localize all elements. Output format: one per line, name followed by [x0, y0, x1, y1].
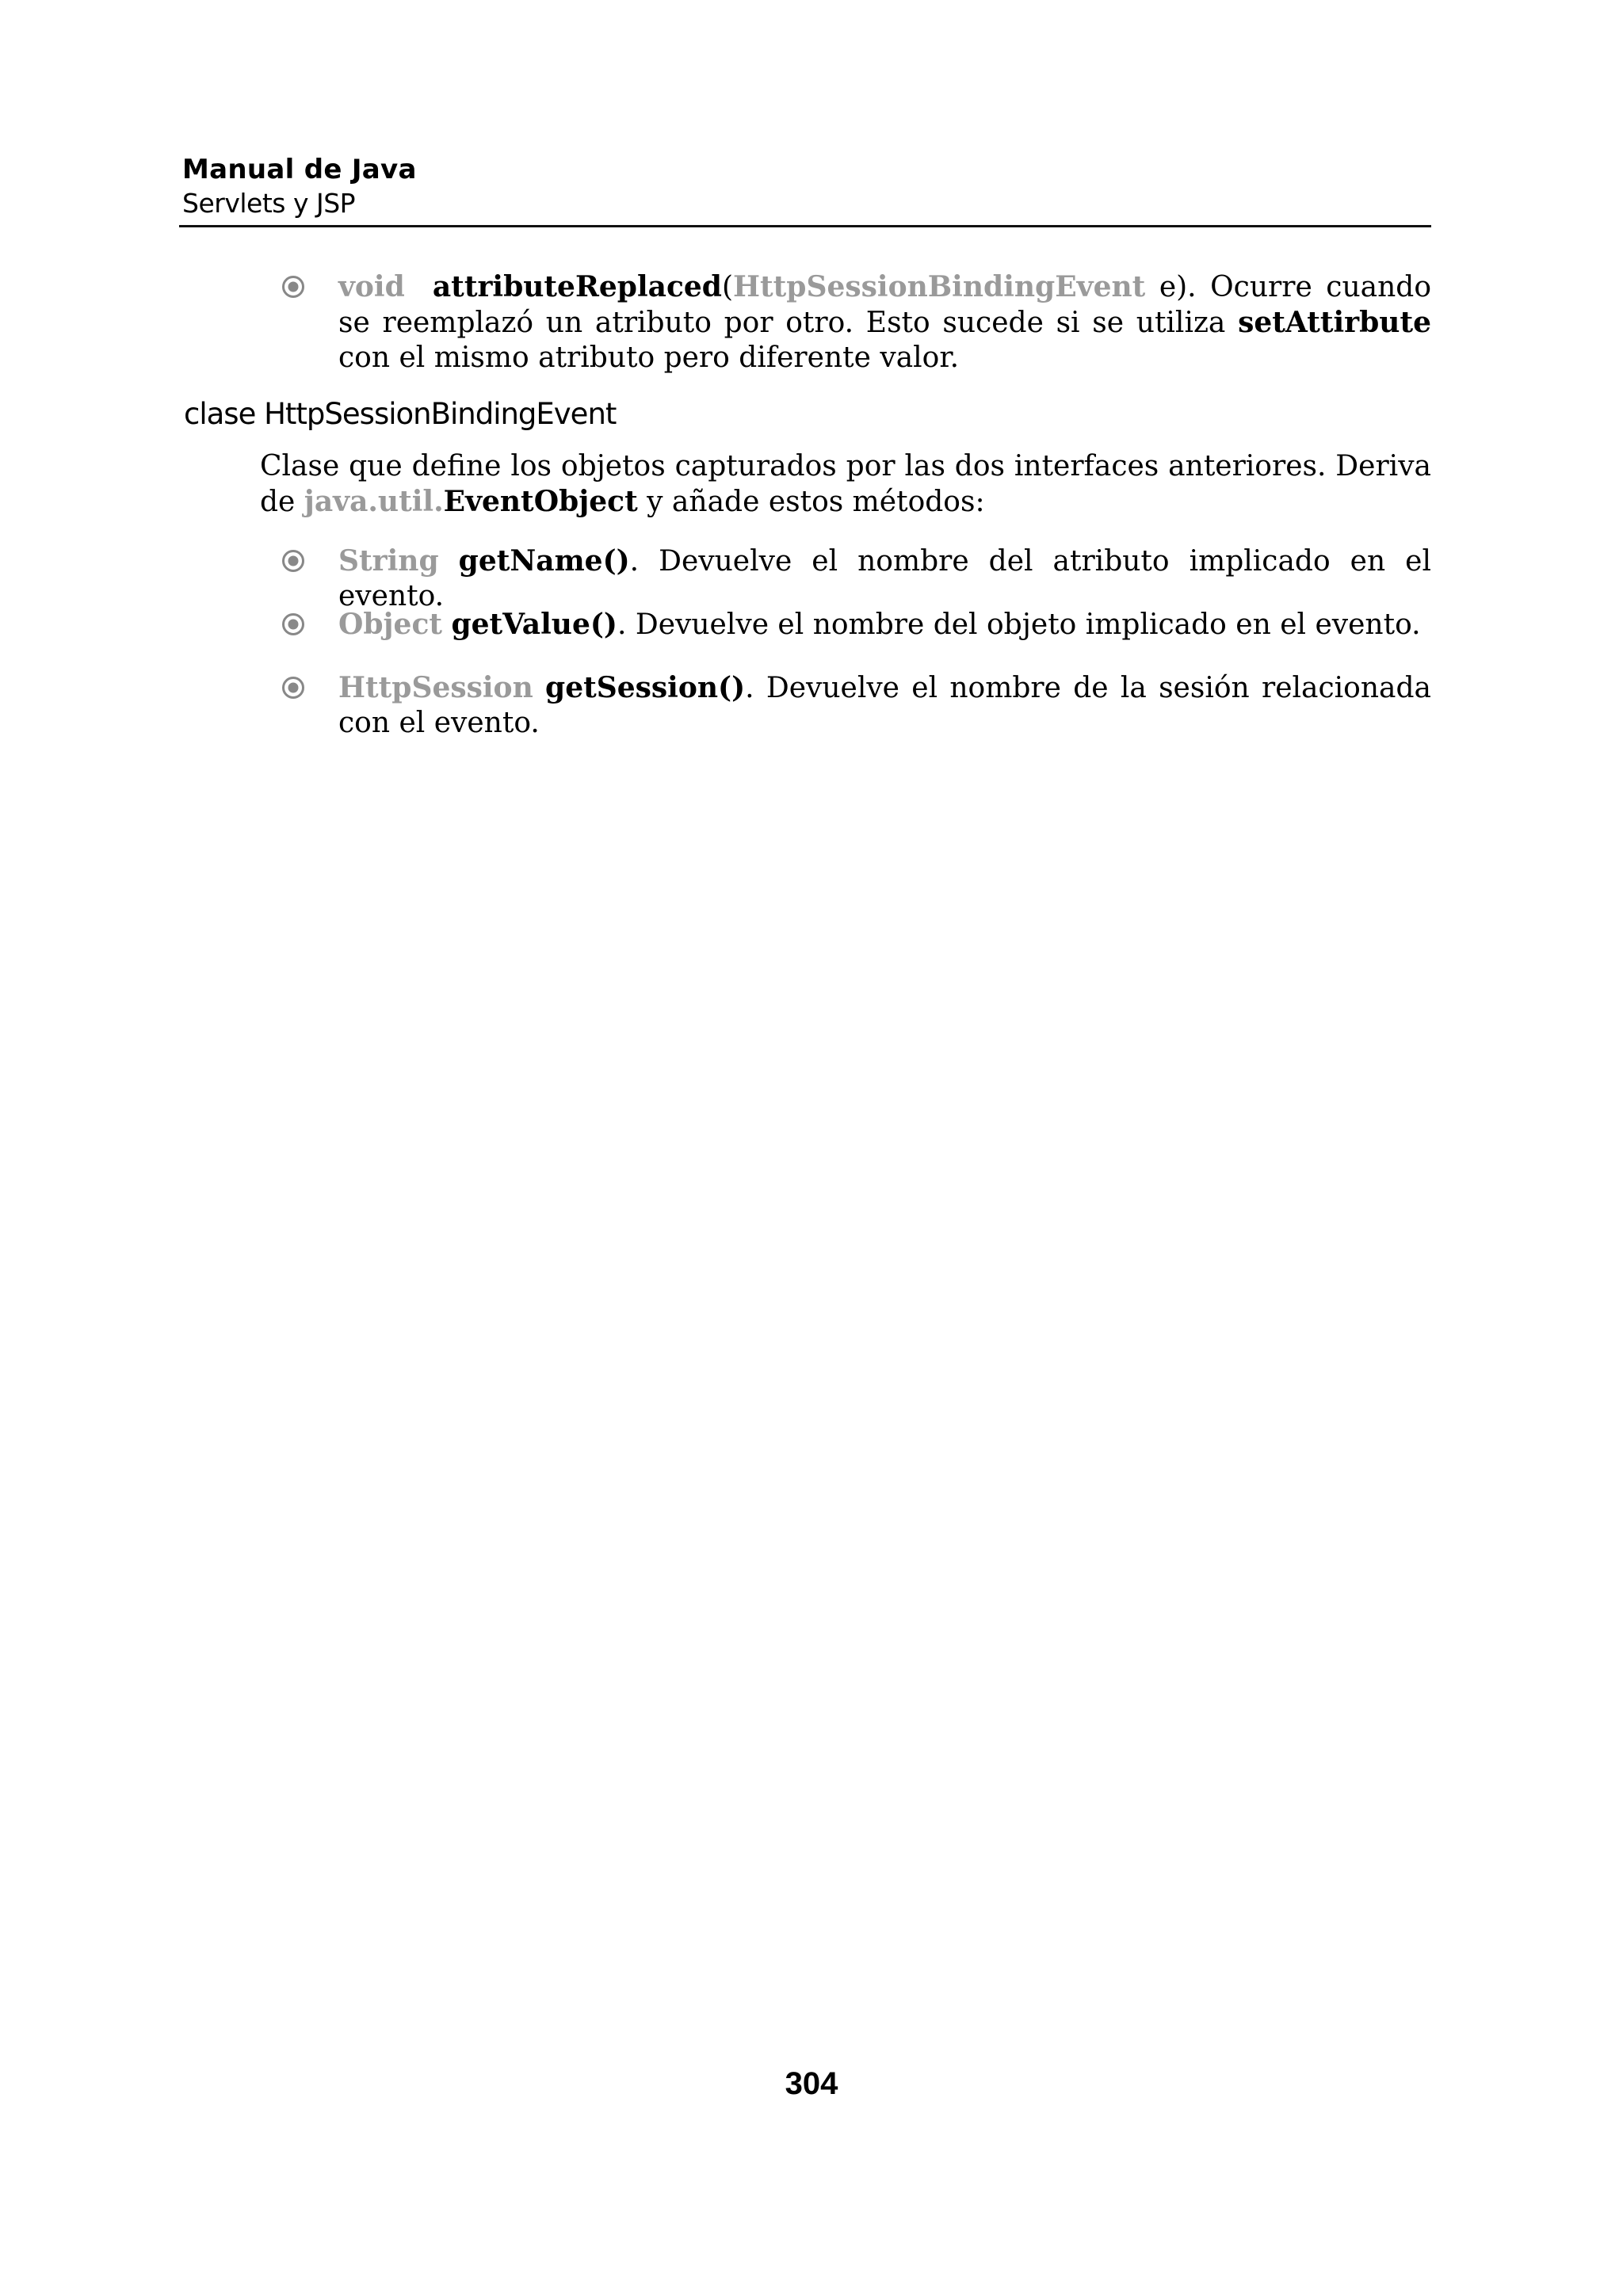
method-description: . Devuelve el nombre de la sesión relacionada con el evento.: [338, 672, 1431, 739]
description-text-end: y añade estos métodos:: [637, 486, 985, 518]
method-name: getValue(): [451, 608, 617, 641]
description-text: Clase que define los objetos capturados por las dos interfaces anteriores. Deriva de: [260, 450, 1431, 518]
method-name: attributeReplaced: [432, 270, 722, 303]
method-name: getSession(): [545, 671, 746, 704]
radio-bullet-icon: [281, 676, 305, 700]
open-paren: (: [721, 271, 734, 303]
method-description: . Devuelve el nombre del objeto implicado en el evento.: [617, 608, 1421, 641]
page-number: 304: [785, 2066, 838, 2101]
book-title: Manual de Java: [182, 154, 417, 185]
parent-class-name: EventObject: [443, 485, 638, 518]
radio-bullet-icon: [281, 275, 305, 299]
method-item-get-session: [338, 670, 1431, 741]
radio-bullet-icon: [281, 612, 305, 636]
class-description: [260, 449, 1431, 520]
page-header: [182, 152, 1431, 220]
param-type: HttpSessionBindingEvent: [733, 270, 1146, 303]
return-type: void: [338, 270, 405, 303]
header-divider: [179, 225, 1431, 227]
return-type: HttpSession: [338, 671, 533, 704]
class-heading: clase HttpSessionBindingEvent: [184, 397, 617, 431]
method-item-get-value: [338, 607, 1431, 643]
return-type: String: [338, 544, 439, 578]
return-type: Object: [338, 608, 443, 641]
chapter-title: Servlets y JSP: [182, 188, 356, 219]
method-description: . Devuelve el nombre del atributo implicado en el evento.: [338, 545, 1431, 612]
method-item-get-name: [338, 543, 1431, 614]
method-name: getName(): [458, 544, 630, 578]
method-description-tail: con el mismo atributo pero diferente valor.: [338, 341, 960, 374]
method-reference: setAttirbute: [1238, 306, 1431, 339]
method-description: e). Ocurre cuando se reemplazó un atributo por otro. Esto sucede si se utiliza: [338, 271, 1431, 339]
method-item-attribute-replaced: [338, 269, 1431, 376]
radio-bullet-icon: [281, 549, 305, 573]
package-name: java.util.: [304, 485, 444, 518]
